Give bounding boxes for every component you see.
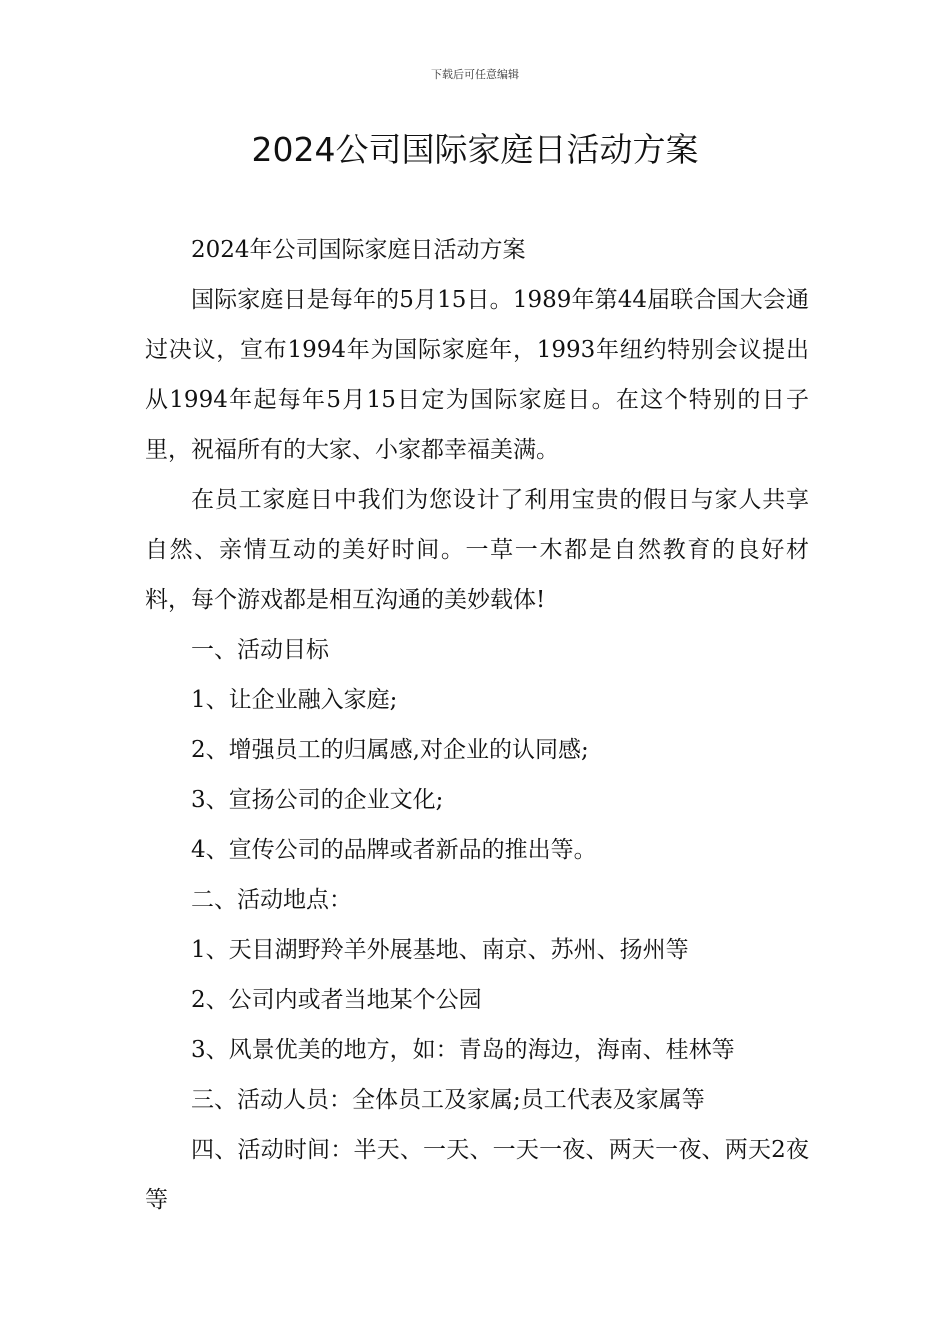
list-item-goal-3: 3、宣扬公司的企业文化; — [191, 787, 444, 813]
document-body — [145, 225, 809, 1225]
list-item-location-2: 2、公司内或者当地某个公园 — [191, 987, 482, 1013]
section-heading-people: 三、活动人员：全体员工及家属;员工代表及家属等 — [191, 1087, 705, 1113]
list-item-location-3: 3、风景优美的地方，如：青岛的海边，海南、桂林等 — [191, 1037, 735, 1063]
section-heading-location: 二、活动地点： — [191, 887, 352, 913]
paragraph-intro: 国际家庭日是每年的5月15日。1989年第44届联合国大会通过决议，宣布1994年为国际家庭年，1993年纽约特别会议提出从1994年起每年5月15日定为国际家庭日。在这个特别的日子里，祝福所有的大家、小家都幸福美满。 — [145, 287, 809, 463]
list-item-goal-4: 4、宣传公司的品牌或者新品的推出等。 — [191, 837, 597, 863]
header-note: 下载后可任意编辑 — [431, 68, 519, 81]
section-heading-goals: 一、活动目标 — [191, 637, 329, 663]
paragraph-design: 在员工家庭日中我们为您设计了利用宝贵的假日与家人共享自然、亲情互动的美好时间。一草一木都是自然教育的良好材料，每个游戏都是相互沟通的美妙载体! — [145, 487, 809, 613]
section-heading-time: 四、活动时间：半天、一天、一天一夜、两天一夜、两天2夜等 — [145, 1137, 809, 1213]
paragraph-subtitle: 2024年公司国际家庭日活动方案 — [191, 237, 526, 263]
list-item-location-1: 1、天目湖野羚羊外展基地、南京、苏州、扬州等 — [191, 937, 689, 963]
list-item-goal-1: 1、让企业融入家庭; — [191, 687, 398, 713]
document-title: 2024公司国际家庭日活动方案 — [251, 130, 699, 169]
list-item-goal-2: 2、增强员工的归属感,对企业的认同感; — [191, 737, 589, 763]
